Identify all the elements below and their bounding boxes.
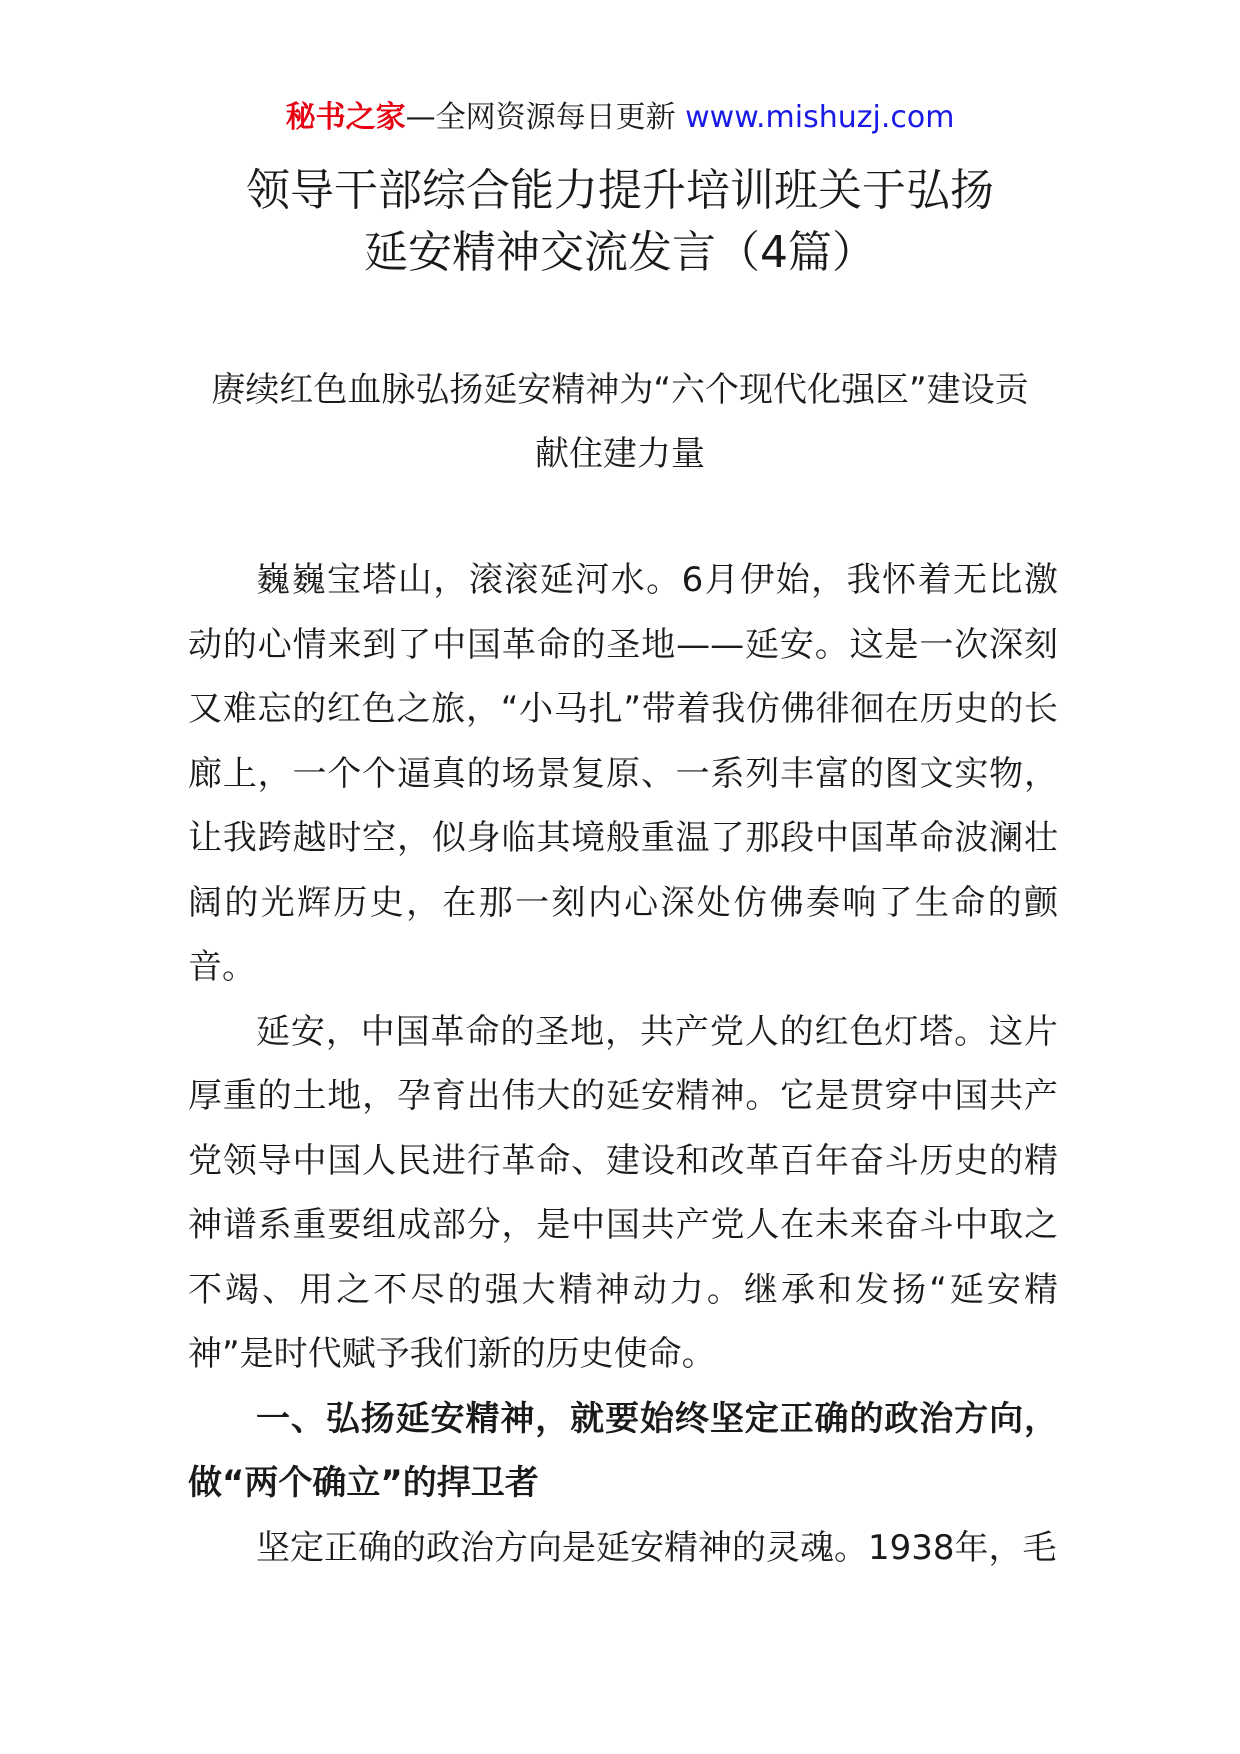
document-title <box>0 160 1240 284</box>
paragraph-1: 巍巍宝塔山，滚滚延河水。6月伊始，我怀着无比激动的心情来到了中国革命的圣地——延安。这是一次深刻又难忘的红色之旅，“小马扎”带着我仿佛徘徊在历史的长廊上，一个个逼真的场景复原、一系列丰富的图文实物，让我跨越时空，似身临其境般重温了那段中国革命波澜壮阔的光辉历史，在那一刻内心深处仿佛奏响了生命的颤音。 <box>188 560 1058 987</box>
site-header <box>0 98 1240 138</box>
title-line-1: 领导干部综合能力提升培训班关于弘扬 <box>246 165 994 216</box>
brand-name: 秘书之家 <box>285 100 406 135</box>
article-body <box>188 548 1058 1580</box>
header-tagline: —全网资源每日更新 <box>405 100 686 135</box>
section-heading-1: 一、弘扬延安精神，就要始终坚定正确的政治方向，做“两个确立”的捍卫者 <box>188 1398 1058 1503</box>
title-line-2: 延安精神交流发言（4篇） <box>364 227 876 278</box>
subtitle-line-2: 献住建力量 <box>535 434 705 474</box>
paragraph-2: 延安，中国革命的圣地，共产党人的红色灯塔。这片厚重的土地，孕育出伟大的延安精神。它是贯穿中国共产党领导中国人民进行革命、建设和改革百年奋斗历史的精神谱系重要组成部分，是中国共产党人在未来奋斗中取之不竭、用之不尽的强大精神动力。继承和发扬“延安精神”是时代赋予我们新的历史使命。 <box>188 1011 1058 1374</box>
subtitle-line-1: 赓续红色血脉弘扬延安精神为“六个现代化强区”建设贡 <box>211 370 1029 410</box>
site-url-link[interactable]: www.mishuzj.com <box>685 100 955 135</box>
paragraph-3: 坚定正确的政治方向是延安精神的灵魂。1938年，毛 <box>256 1527 1057 1568</box>
article-subtitle <box>0 358 1240 486</box>
